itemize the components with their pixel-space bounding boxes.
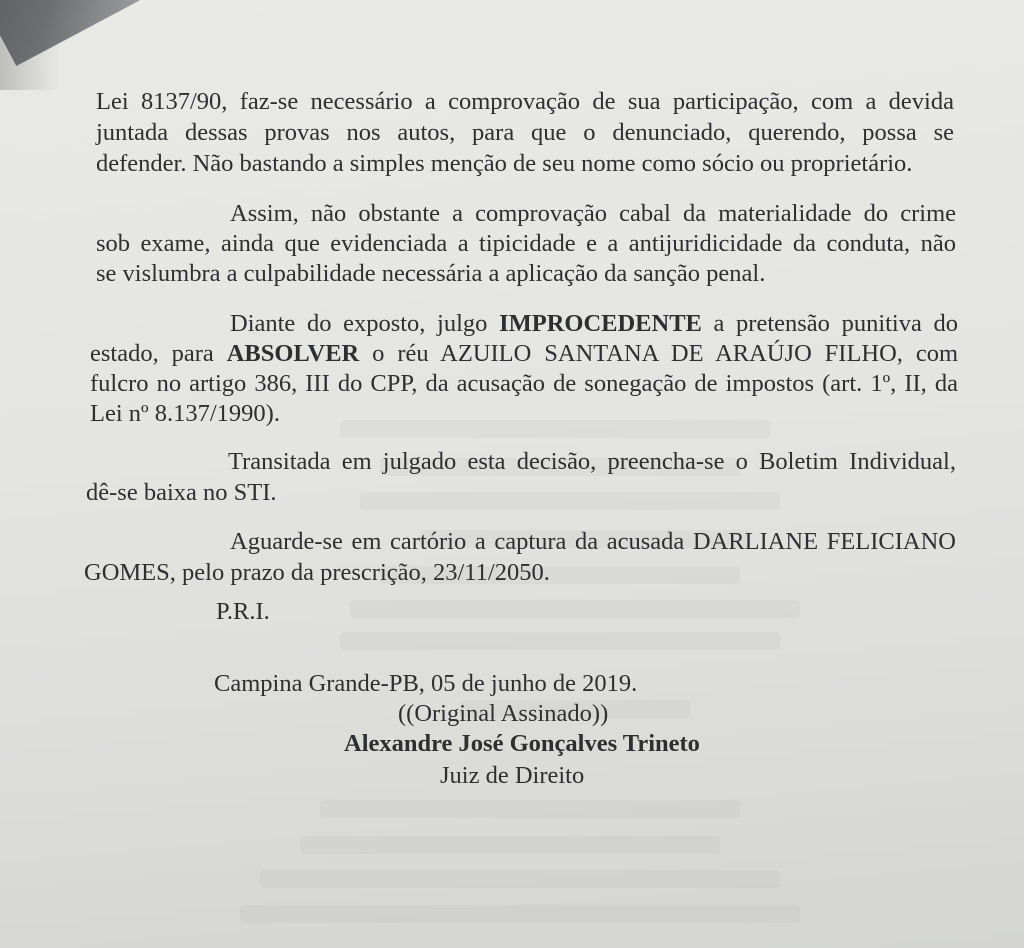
text-fragment: Diante do exposto, julgo (230, 310, 488, 337)
text-line: Assim, não obstante a comprovação cabal da materialidade do crime (230, 200, 956, 227)
paragraph-5 (84, 528, 956, 587)
text-line: Transitada em julgado esta decisão, preencha-se o Boletim Individual, (228, 448, 956, 475)
text-line: Lei 8137/90, faz-se necessário a comprovação de sua participação, com a devida (96, 88, 954, 115)
improcedente-bold: IMPROCEDENTE (499, 310, 702, 337)
text-line: Aguarde-se em cartório a captura da acusada DARLIANE FELICIANO (230, 528, 956, 555)
judge-title: Juiz de Direito (440, 762, 585, 789)
text-fragment: a pretensão punitiva do (713, 310, 959, 337)
paragraph-1 (96, 88, 954, 178)
text-line (90, 310, 958, 338)
paragraph-3 (90, 310, 958, 428)
text-line: Lei nº 8.137/1990). (90, 400, 280, 427)
text-fragment: o réu AZUILO SANTANA DE ARAÚJO FILHO, com (372, 340, 959, 367)
text-fragment: estado, para (90, 340, 214, 367)
text-line (90, 340, 958, 368)
text-line: defender. Não bastando a simples menção de seu nome como sócio ou proprietário. (96, 150, 913, 177)
text-line: juntada dessas provas nos autos, para que o denunciado, querendo, possa se (96, 119, 954, 146)
judge-name: Alexandre José Gonçalves Trineto (344, 730, 700, 757)
paragraph-2 (96, 200, 956, 288)
text-line: se vislumbra a culpabilidade necessária a aplicação da sanção penal. (96, 260, 766, 287)
text-line: dê-se baixa no STI. (86, 479, 277, 506)
absolver-bold: ABSOLVER (226, 340, 360, 367)
text-line: fulcro no artigo 386, III do CPP, da acusação de sonegação de impostos (art. 1º, II, da (90, 370, 958, 397)
text-line: GOMES, pelo prazo da prescrição, 23/11/2050. (84, 559, 550, 586)
original-signed-note: ((Original Assinado)) (398, 700, 609, 727)
paragraph-4 (86, 448, 956, 507)
place-date: Campina Grande-PB, 05 de junho de 2019. (214, 670, 638, 697)
pri-abbreviation: P.R.I. (216, 598, 270, 625)
text-line: sob exame, ainda que evidenciada a tipicidade e a antijuridicidade da conduta, não (96, 230, 956, 257)
